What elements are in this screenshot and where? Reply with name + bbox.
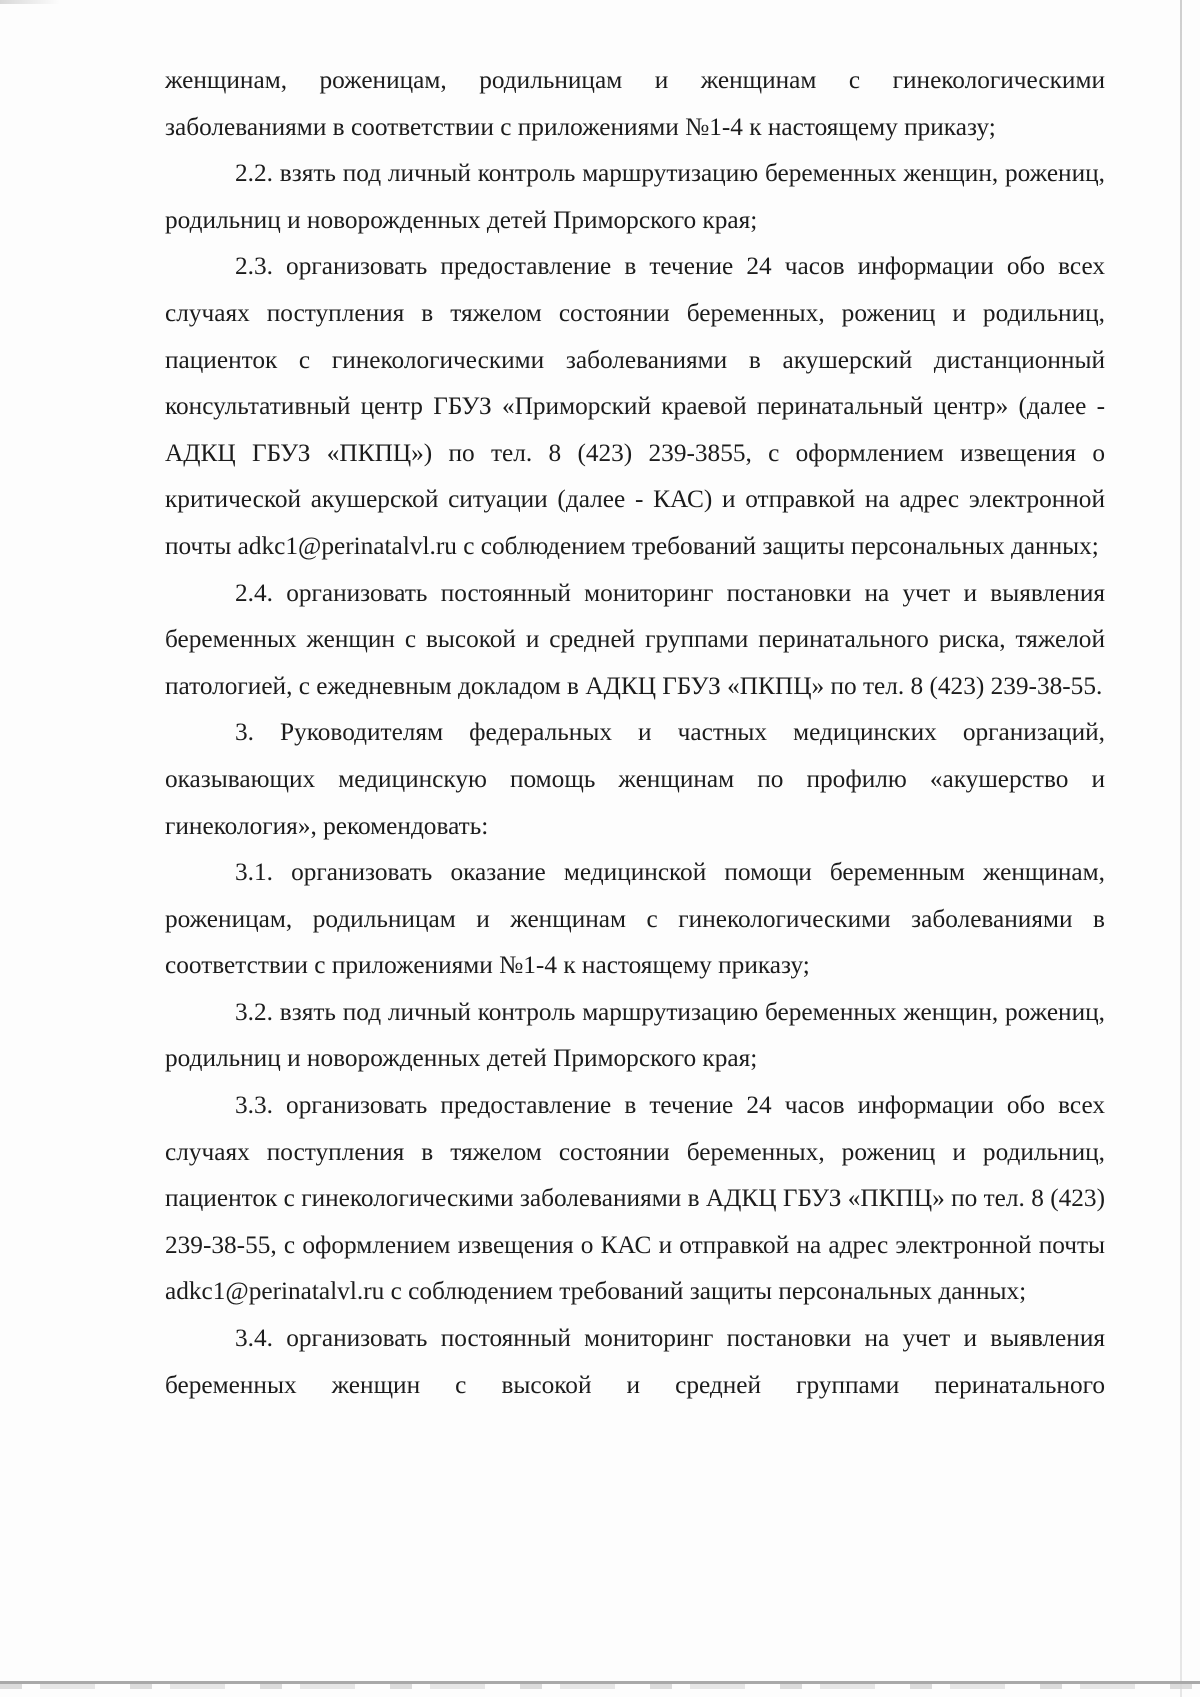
- paragraph-3-4: 3.4. организовать постоянный мониторинг постановки на учет и выявления беременных женщин с высокой и средней группами перинатального: [165, 1324, 1105, 1399]
- scan-corner-mark: [0, 0, 60, 4]
- paragraph-3: 3. Руководителям федеральных и частных медицинских организаций, оказывающих медицинскую помощь женщинам по профилю «акушерство и гинекология», рекомендовать:: [165, 718, 1105, 840]
- paragraph-continuation: женщинам, роженицам, родильницам и женщинам с гинекологическими заболеваниями в соответствии с приложениями №1-4 к настоящему приказу;: [165, 66, 1105, 141]
- scan-right-edge: [1180, 0, 1182, 1697]
- paragraph-3-3: 3.3. организовать предоставление в течение 24 часов информации обо всех случаях поступления в тяжелом состоянии беременных, рожениц и родильниц, пациенток с гинекологическими заболеваниями в АДКЦ ГБУЗ «ПКПЦ» по тел. 8 (423) 239-38-55, с оформлением извещения о КАС и отправкой на адрес электронной почты adkc1@perinatalvl.ru с соблюдением требований защиты персональных данных;: [165, 1091, 1105, 1306]
- paragraph-3-2: 3.2. взять под личный контроль маршрутизацию беременных женщин, рожениц, родильниц и новорожденных детей Приморского края;: [165, 997, 1105, 1073]
- scan-bottom-artifact: [0, 1684, 1200, 1689]
- document-body: [165, 57, 1105, 1408]
- paragraph-2-4: 2.4. организовать постоянный мониторинг постановки на учет и выявления беременных женщин с высокой и средней группами перинатального риска, тяжелой патологией, с ежедневным докладом в АДКЦ ГБУЗ «ПКПЦ» по тел. 8 (423) 239-38-55.: [165, 578, 1105, 700]
- paragraph-3-1: 3.1. организовать оказание медицинской помощи беременным женщинам, роженицам, родильницам и женщинам с гинекологическими заболеваниями в соответствии с приложениями №1-4 к настоящему приказу;: [165, 858, 1105, 980]
- paragraph-2-2: 2.2. взять под личный контроль маршрутизацию беременных женщин, рожениц, родильниц и новорожденных детей Приморского края;: [165, 159, 1105, 234]
- paragraph-2-3: 2.3. организовать предоставление в течение 24 часов информации обо всех случаях поступления в тяжелом состоянии беременных, рожениц и родильниц, пациенток с гинекологическими заболеваниями в акушерский дистанционный консультативный центр ГБУЗ «Приморский краевой перинатальный центр» (далее - АДКЦ ГБУЗ «ПКПЦ») по тел. 8 (423) 239-3855, с оформлением извещения о критической акушерской ситуации (далее - КАС) и отправкой на адрес электронной почты adkc1@perinatalvl.ru с соблюдением требований защиты персональных данных;: [165, 252, 1105, 560]
